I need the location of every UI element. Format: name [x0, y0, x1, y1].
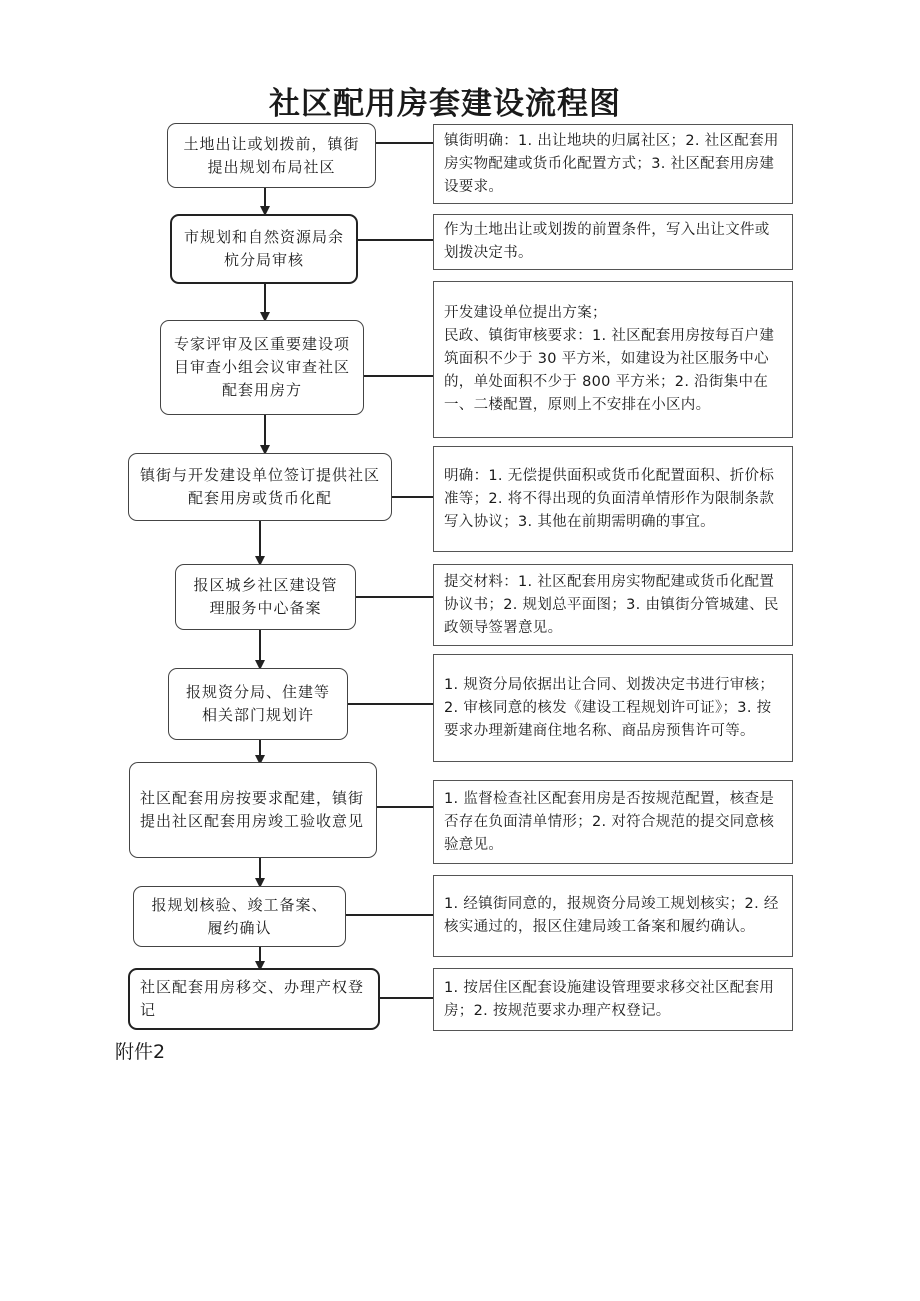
flow-note-5 — [433, 564, 793, 646]
flow-step-2 — [170, 214, 358, 284]
flow-step-1 — [167, 123, 376, 188]
flow-step-3-label: 专家评审及区重要建设项目审查小组会议审查社区配套用房方 — [173, 335, 350, 399]
flow-note-3-text: 开发建设单位提出方案； 民政、镇街审核要求：1. 社区配套用房按每百户建筑面积不少于 30 平方米，如建设为社区服务中心的，单处面积不少于 800 平方米；2. 沿街集中在一、二楼配置，原则上不安排在小区内。 — [444, 305, 775, 413]
flow-step-6 — [168, 668, 348, 740]
flow-step-8 — [133, 886, 346, 947]
flow-note-7-text: 1. 监督检查社区配套用房是否按规范配置，核查是否存在负面清单情形；2. 对符合规范的提交同意核验意见。 — [444, 790, 775, 853]
flow-note-7 — [433, 780, 793, 864]
flow-step-1-label: 土地出让或划拨前，镇街提出规划布局社区 — [183, 134, 360, 176]
flow-step-2-label: 市规划和自然资源局余杭分局审核 — [183, 228, 344, 269]
flow-note-2 — [433, 214, 793, 270]
page-title: 社区配用房套建设流程图 — [269, 86, 621, 122]
flow-step-7 — [129, 762, 377, 858]
flow-step-9-label: 社区配套用房移交、办理产权登记 — [140, 978, 365, 1019]
flow-note-3 — [433, 281, 793, 438]
flow-step-4 — [128, 453, 392, 521]
flow-note-2-text: 作为土地出让或划拨的前置条件，写入出让文件或划拨决定书。 — [444, 222, 770, 261]
flow-note-4-text: 明确：1. 无偿提供面积或货币化配置面积、折价标准等；2. 将不得出现的负面清单情形作为限制条款写入协议；3. 其他在前期需明确的事宜。 — [444, 467, 775, 530]
flow-note-4 — [433, 446, 793, 552]
flow-note-8 — [433, 875, 793, 957]
flow-note-6 — [433, 654, 793, 762]
flow-step-5 — [175, 564, 356, 630]
attachment-label: 附件2 — [115, 1041, 166, 1063]
flow-step-4-label: 镇街与开发建设单位签订提供社区配套用房或货币化配 — [139, 466, 380, 507]
flow-step-7-label: 社区配套用房按要求配建，镇街提出社区配套用房竣工验收意见 — [140, 789, 365, 830]
flow-step-9 — [128, 968, 380, 1030]
flow-step-6-label: 报规资分局、住建等相关部门规划许 — [185, 683, 330, 724]
flow-note-9 — [433, 968, 793, 1031]
flow-note-9-text: 1. 按居住区配套设施建设管理要求移交社区配套用房；2. 按规范要求办理产权登记。 — [444, 979, 775, 1019]
flow-note-8-text: 1. 经镇街同意的，报规资分局竣工规划核实；2. 经核实通过的，报区住建局竣工备案和履约确认。 — [444, 896, 779, 935]
flow-step-3 — [160, 320, 364, 415]
flow-note-5-text: 提交材料：1. 社区配套用房实物配建或货币化配置协议书；2. 规划总平面图；3. 由镇街分管城建、民政领导签署意见。 — [444, 573, 779, 636]
flow-step-8-label: 报规划核验、竣工备案、履约确认 — [151, 895, 328, 937]
flow-note-1-text: 镇街明确：1. 出让地块的归属社区；2. 社区配套用房实物配建或货币化配置方式；3. 社区配套用房建设要求。 — [444, 132, 779, 195]
flow-note-6-text: 1. 规资分局依据出让合同、划拨决定书进行审核；2. 审核同意的核发《建设工程规划许可证》；3. 按要求办理新建商住地名称、商品房预售许可等。 — [444, 676, 775, 739]
flow-note-1 — [433, 124, 793, 204]
flow-step-5-label: 报区城乡社区建设管理服务中心备案 — [193, 576, 338, 617]
